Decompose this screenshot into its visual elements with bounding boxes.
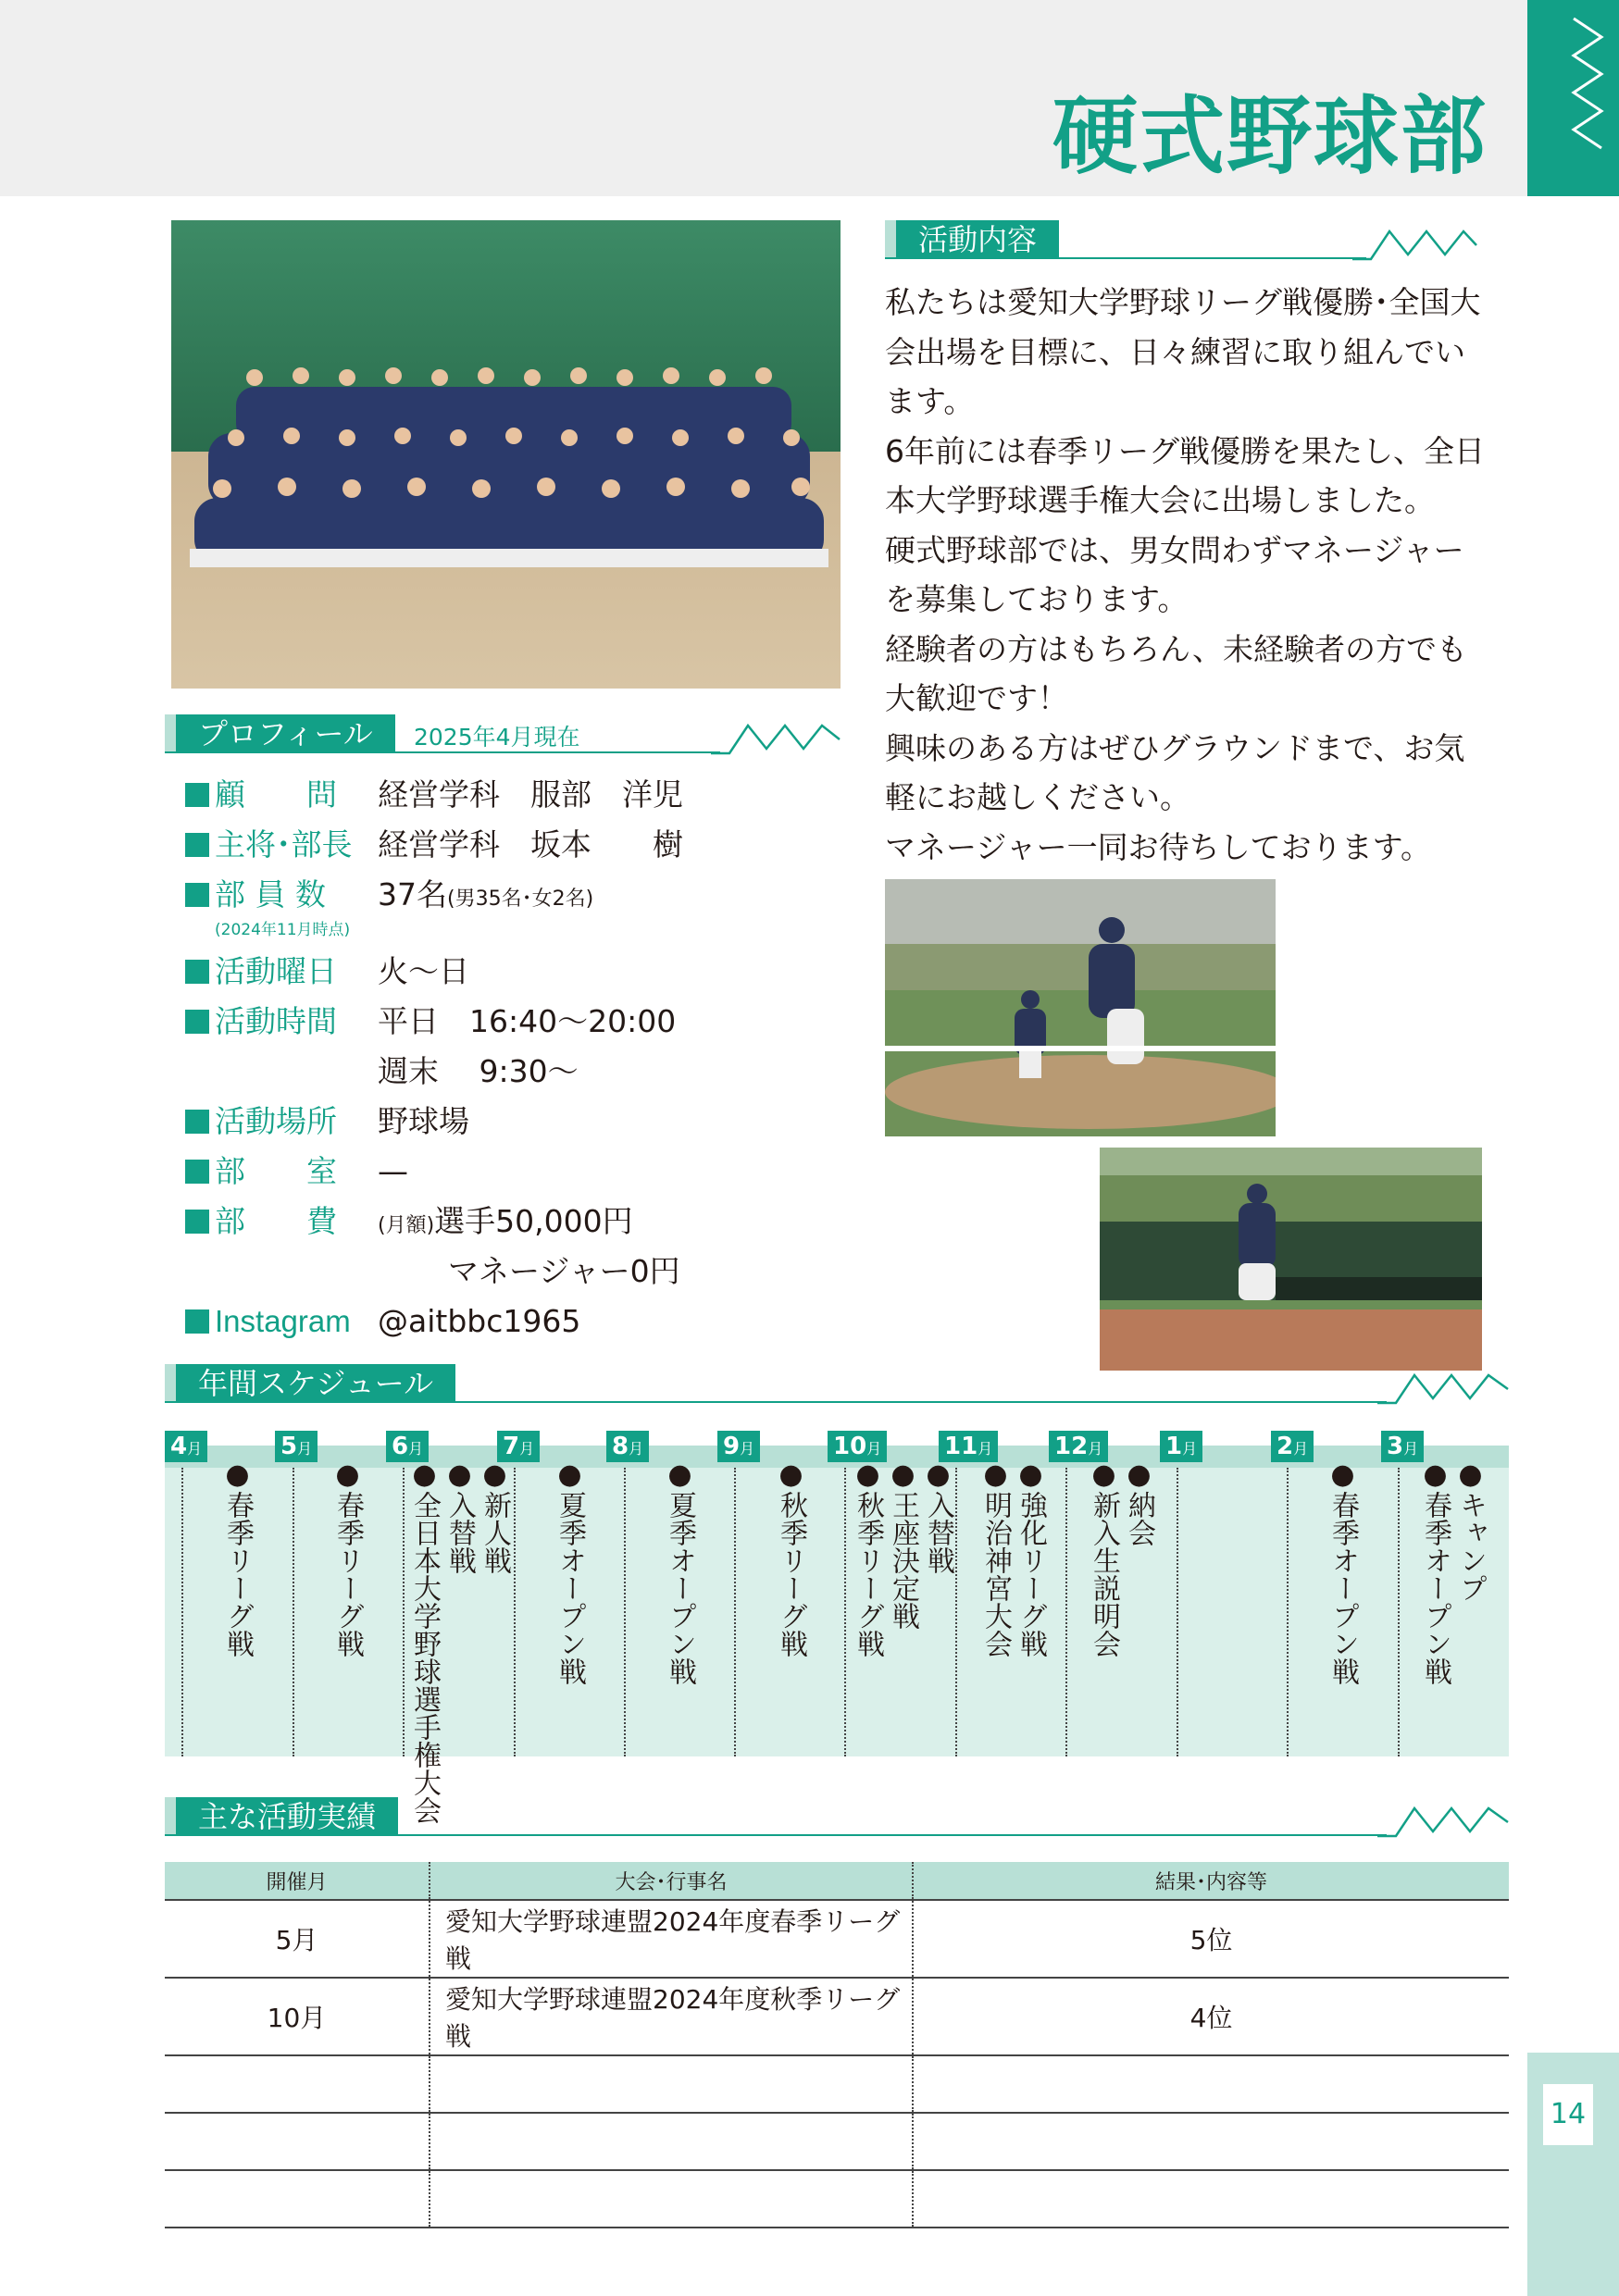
days-value: 火〜日 <box>378 953 469 989</box>
table-row <box>165 2055 1509 2113</box>
schedule-event: ●春季オープン戦 <box>1326 1458 1359 1685</box>
cell-event: 愛知大学野球連盟2024年度秋季リーグ戦 <box>430 1978 913 2055</box>
activity-heading <box>885 220 1477 259</box>
month-tag: 9月 <box>717 1431 760 1462</box>
schedule-heading <box>165 1364 1509 1403</box>
col-month: 開催月 <box>165 1862 430 1900</box>
activity-paragraph: 硬式野球部では、男女問わずマネージャーを募集しております。 <box>885 531 1464 617</box>
room-label: 部 室 <box>185 1150 337 1193</box>
page-number: 14 <box>1543 2084 1593 2145</box>
schedule-event: ●秋季リーグ戦 <box>775 1458 807 1657</box>
schedule-heading-label: 年間スケジュール <box>165 1364 455 1403</box>
table-row <box>165 1978 1509 2055</box>
members-value: 37名(男35名･女2名) <box>378 876 594 912</box>
cell-event: 愛知大学野球連盟2024年度春季リーグ戦 <box>430 1900 913 1978</box>
schedule-event: ●新入生説明会 <box>1088 1458 1120 1657</box>
zigzag-decoration <box>1377 1347 1509 1405</box>
page-title: 硬式野球部 <box>1052 87 1488 186</box>
activity-heading-label: 活動内容 <box>885 220 1059 259</box>
month-tag: 5月 <box>275 1431 318 1462</box>
profile-heading-label: プロフィール <box>165 714 395 753</box>
table-row <box>165 1900 1509 1978</box>
captain-label: 主将･部長 <box>185 824 353 866</box>
zigzag-decoration <box>1527 0 1619 196</box>
fee-manager: マネージャー0円 <box>448 1253 680 1289</box>
members-note: (2024年11月時点) <box>215 921 351 939</box>
schedule-event: ●秋季リーグ戦 <box>852 1458 884 1657</box>
time-weekend: 週末 9:30〜 <box>378 1053 579 1089</box>
schedule-event: ●春季リーグ戦 <box>221 1458 254 1657</box>
activity-paragraph: 経験者の方はもちろん、未経験者の方でも大歓迎です！ <box>885 630 1467 716</box>
month-tag: 10月 <box>828 1431 887 1462</box>
schedule-event: ●納会 <box>1123 1458 1155 1546</box>
cell-result: 4位 <box>913 1978 1509 2055</box>
col-event: 大会･行事名 <box>430 1862 913 1900</box>
schedule-event: ●夏季オープン戦 <box>664 1458 696 1685</box>
col-result: 結果･内容等 <box>913 1862 1509 1900</box>
activity-paragraph: 興味のある方はぜひグラウンドまで、お気軽にお越しください。 <box>885 729 1465 815</box>
month-tag: 4月 <box>165 1431 207 1462</box>
zigzag-decoration <box>1377 1781 1509 1838</box>
pitching-photo <box>1100 1148 1482 1371</box>
month-tag: 3月 <box>1381 1431 1424 1462</box>
side-tab-top <box>1527 0 1619 196</box>
schedule-event: ●入替戦 <box>443 1458 476 1574</box>
month-tag: 1月 <box>1160 1431 1202 1462</box>
cell-month: 10月 <box>165 1978 430 2055</box>
fee-label: 部 費 <box>185 1200 337 1243</box>
pitcher-photo <box>885 879 1276 1136</box>
time-weekday: 平日 16:40〜20:00 <box>378 1003 677 1039</box>
schedule-event: ●キャンプ <box>1454 1458 1487 1602</box>
advisor-value: 経営学科 服部 洋児 <box>378 776 683 813</box>
schedule-event: ●春季リーグ戦 <box>331 1458 364 1657</box>
place-label: 活動場所 <box>185 1100 337 1143</box>
month-tag: 12月 <box>1049 1431 1108 1462</box>
activity-paragraph: 私たちは愛知大学野球リーグ戦優勝･全国大会出場を目標に、日々練習に取り組んでいます。 <box>885 284 1481 419</box>
instagram-label: Instagram <box>185 1300 351 1343</box>
schedule-event: ●夏季オープン戦 <box>554 1458 586 1685</box>
activity-description <box>885 278 1487 872</box>
table-header-row <box>165 1862 1509 1900</box>
results-heading-label: 主な活動実績 <box>165 1797 398 1836</box>
month-tag: 7月 <box>497 1431 540 1462</box>
activity-paragraph: マネージャー一同お待ちしております。 <box>885 828 1432 865</box>
days-label: 活動曜日 <box>185 950 337 993</box>
activity-paragraph: 6年前には春季リーグ戦優勝を果たし、全日本大学野球選手権大会に出場しました。 <box>885 432 1485 518</box>
place-value: 野球場 <box>378 1103 469 1139</box>
month-tag: 8月 <box>606 1431 649 1462</box>
schedule-event: ●新人戦 <box>479 1458 511 1574</box>
instagram-handle: @aitbbc1965 <box>378 1303 581 1339</box>
zigzag-decoration <box>1352 204 1477 261</box>
results-heading <box>165 1797 1509 1836</box>
room-value: — <box>378 1153 408 1189</box>
month-tag: 11月 <box>939 1431 998 1462</box>
month-tag: 6月 <box>386 1431 429 1462</box>
cell-result: 5位 <box>913 1900 1509 1978</box>
members-label: 部 員 数 <box>185 874 326 916</box>
advisor-label: 顧 問 <box>185 774 337 816</box>
table-row <box>165 2170 1509 2228</box>
schedule-event: ●強化リーグ戦 <box>1015 1458 1047 1657</box>
month-tag: 2月 <box>1271 1431 1314 1462</box>
zigzag-decoration <box>711 698 841 755</box>
time-label: 活動時間 <box>185 1000 337 1043</box>
schedule-event: ●明治神宮大会 <box>979 1458 1012 1657</box>
fee-player: (月額)選手50,000円 <box>378 1203 633 1239</box>
table-row <box>165 2113 1509 2170</box>
schedule-event: ●王座決定戦 <box>887 1458 919 1630</box>
schedule-event: ●入替戦 <box>922 1458 954 1574</box>
schedule-event: ●春季オープン戦 <box>1419 1458 1451 1685</box>
schedule-event: ●全日本大学野球選手権大会 <box>408 1458 441 1824</box>
schedule-body <box>165 1468 1509 1756</box>
team-photo <box>171 220 841 689</box>
cell-month: 5月 <box>165 1900 430 1978</box>
results-table <box>165 1862 1509 2228</box>
captain-value: 経営学科 坂本 樹 <box>378 826 683 863</box>
profile-as-of: 2025年4月現在 <box>414 724 580 751</box>
